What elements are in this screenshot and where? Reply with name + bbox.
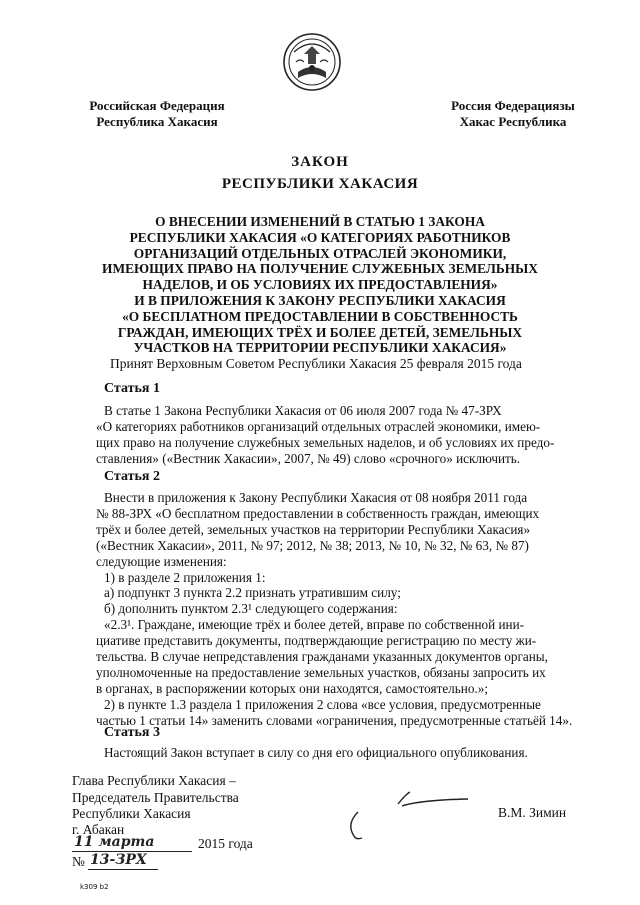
header-left — [72, 98, 242, 130]
header-left-line: Российская Федерация — [89, 98, 225, 113]
article-line: уполномоченные на предоставление земельных участков, обязаны запросить их — [96, 664, 546, 680]
number-underline — [88, 869, 158, 870]
article-line: в органах, в распоряжении которых они находятся, самостоятельно.»; — [96, 680, 488, 696]
subject-line: ГРАЖДАН, ИМЕЮЩИХ ТРЁХ И БОЛЕЕ ДЕТЕЙ, ЗЕМЕЛЬНЫХ — [117, 324, 523, 340]
article-line: следующие изменения: — [96, 553, 227, 569]
article-line: 2) в пункте 1.3 раздела 1 приложения 2 слова «все условия, предусмотренные — [104, 696, 541, 712]
article-line: В статье 1 Закона Республики Хакасия от 06 июля 2007 года № 47-ЗРХ — [104, 403, 502, 418]
header-right — [438, 98, 588, 130]
handwritten-date: 11 марта — [74, 834, 155, 850]
signatory-position — [72, 773, 239, 823]
subject-line: И В ПРИЛОЖЕНИЯ К ЗАКОНУ РЕСПУБЛИКИ ХАКАСИЯ — [134, 292, 506, 308]
article-line: б) дополнить пунктом 2.3¹ следующего содержания: — [104, 601, 398, 617]
article-line: («Вестник Хакасии», 2011, № 97; 2012, № 38; 2013, № 10, № 32, № 63, № 87) — [96, 537, 529, 553]
subject-line: ИМЕЮЩИХ ПРАВО НА ПОЛУЧЕНИЕ СЛУЖЕБНЫХ ЗЕМЕЛЬНЫХ — [102, 261, 538, 277]
signatory-name: В.М. Зимин — [498, 805, 567, 820]
subject-line: УЧАСТКОВ НА ТЕРРИТОРИИ РЕСПУБЛИКИ ХАКАСИЯ» — [133, 340, 507, 356]
article-1-text — [96, 403, 582, 467]
header-left-line: Республика Хакасия — [96, 114, 218, 129]
article-line: трёх и более детей, земельных участков на территории Республики Хакасия» — [96, 521, 531, 537]
position-line: Республики Хакасия — [72, 806, 191, 821]
article-line: 1) в разделе 2 приложения 1: — [104, 569, 266, 585]
document-issuer: РЕСПУБЛИКИ ХАКАСИЯ — [221, 176, 419, 192]
adoption-note: Принят Верховным Советом Республики Хакасия 25 февраля 2015 года — [110, 356, 522, 371]
article-line: циативе представить документы, подтверждающие регистрацию по месту жи- — [96, 633, 537, 649]
position-line: Председатель Правительства — [72, 789, 239, 805]
subject-line: ОРГАНИЗАЦИЙ ОТДЕЛЬНЫХ ОТРАСЛЕЙ ЭКОНОМИКИ, — [133, 245, 507, 261]
article-3-heading: Статья 3 — [104, 725, 160, 740]
article-line: «2.3¹. Граждане, имеющие трёх и более детей, вправе по собственной ини- — [104, 617, 525, 633]
law-subject — [60, 214, 580, 356]
header-right-line: Хакас Республика — [459, 114, 567, 129]
subject-line: РЕСПУБЛИКИ ХАКАСИЯ «О КАТЕГОРИЯХ РАБОТНИКОВ — [129, 229, 511, 245]
article-line: «О категориях работников организаций отдельных отраслей экономики, имею- — [96, 418, 541, 434]
article-3-text — [104, 745, 582, 761]
signing-place: г. Абакан — [72, 822, 125, 837]
header-right-line: Россия Федерациязы — [451, 98, 575, 113]
article-2-heading: Статья 2 — [104, 469, 160, 484]
subject-line: О ВНЕСЕНИИ ИЗМЕНЕНИЙ В СТАТЬЮ 1 ЗАКОНА — [155, 214, 485, 229]
handwritten-law-number: 13-ЗРХ — [90, 852, 147, 868]
coat-of-arms-emblem — [282, 32, 342, 92]
handwritten-signature — [340, 784, 490, 842]
article-1-heading: Статья 1 — [104, 381, 160, 396]
article-2-text — [96, 490, 582, 729]
article-line: тельства. В случае непредставления гражданами указанных документов органы, — [96, 649, 548, 665]
article-line: № 88-ЗРХ «О бесплатном предоставлении в собственность граждан, имеющих — [96, 505, 540, 521]
position-line: Глава Республики Хакасия – — [72, 773, 236, 788]
subject-line: «О БЕСПЛАТНОМ ПРЕДОСТАВЛЕНИИ В СОБСТВЕННОСТЬ — [122, 308, 518, 324]
article-line: щих право на получение служебных земельных наделов, и об условиях их предо- — [96, 434, 555, 450]
document-type: ЗАКОН — [291, 154, 349, 170]
article-line: Внести в приложения к Закону Республики Хакасия от 08 ноября 2011 года — [104, 490, 528, 505]
article-line: ставления» («Вестник Хакасии», 2007, № 49) слово «срочного» исключить. — [96, 450, 521, 466]
footer-code: k309 b2 — [80, 883, 109, 891]
article-line: а) подпункт 3 пункта 2.2 признать утратившим силу; — [104, 585, 401, 601]
signing-year: 2015 года — [198, 836, 253, 851]
subject-line: НАДЕЛОВ, И ОБ УСЛОВИЯХ ИХ ПРЕДОСТАВЛЕНИЯ» — [142, 277, 498, 293]
article-line: частью 1 статьи 14» заменить словами «ограничения, предусмотренные статьёй 14». — [96, 712, 573, 728]
number-prefix: № — [72, 854, 85, 869]
article-line: Настоящий Закон вступает в силу со дня его официального опубликования. — [104, 745, 528, 760]
